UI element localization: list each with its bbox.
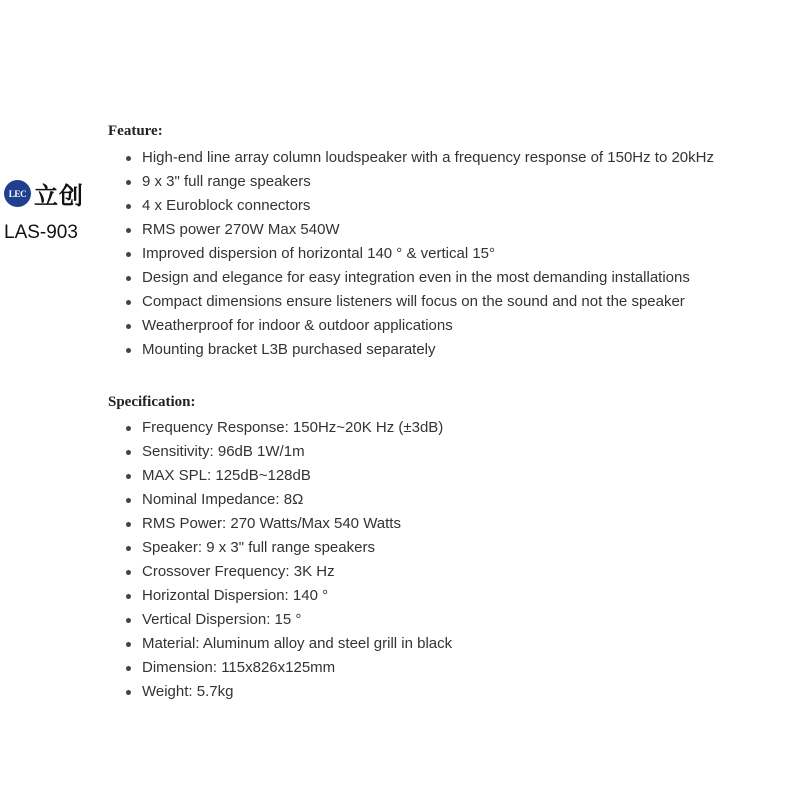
spec-item: Crossover Frequency: 3K Hz: [142, 560, 452, 584]
brand-name: 立创: [34, 182, 84, 210]
spec-item: Weight: 5.7kg: [142, 680, 452, 704]
feature-item: Improved dispersion of horizontal 140 ° & vertical 15°: [142, 242, 714, 266]
spec-item: Material: Aluminum alloy and steel grill in black: [142, 632, 452, 656]
feature-item: RMS power 270W Max 540W: [142, 218, 714, 242]
spec-item: Frequency Response: 150Hz~20K Hz (±3dB): [142, 416, 452, 440]
spec-item: Dimension: 115x826x125mm: [142, 656, 452, 680]
model-number: LAS-903: [4, 222, 78, 243]
spec-item: Sensitivity: 96dB 1W/1m: [142, 440, 452, 464]
spec-item: MAX SPL: 125dB~128dB: [142, 464, 452, 488]
feature-item: High-end line array column loudspeaker with a frequency response of 150Hz to 20kHz: [142, 146, 714, 170]
feature-item: Weatherproof for indoor & outdoor applications: [142, 314, 714, 338]
spec-item: Speaker: 9 x 3" full range speakers: [142, 536, 452, 560]
feature-item: 9 x 3" full range speakers: [142, 170, 714, 194]
brand-logo: [4, 176, 84, 211]
feature-item: 4 x Euroblock connectors: [142, 194, 714, 218]
feature-item: Design and elegance for easy integration even in the most demanding installations: [142, 266, 714, 290]
specification-heading: Specification:: [108, 394, 196, 410]
specification-list: [142, 416, 452, 704]
spec-item: Vertical Dispersion: 15 °: [142, 608, 452, 632]
feature-heading: Feature:: [108, 123, 163, 139]
feature-item: Compact dimensions ensure listeners will focus on the sound and not the speaker: [142, 290, 714, 314]
spec-item: RMS Power: 270 Watts/Max 540 Watts: [142, 512, 452, 536]
logo-mark-icon: LEC: [4, 180, 31, 207]
spec-item: Nominal Impedance: 8Ω: [142, 488, 452, 512]
spec-item: Horizontal Dispersion: 140 °: [142, 584, 452, 608]
feature-list: [142, 146, 714, 362]
feature-item: Mounting bracket L3B purchased separately: [142, 338, 714, 362]
